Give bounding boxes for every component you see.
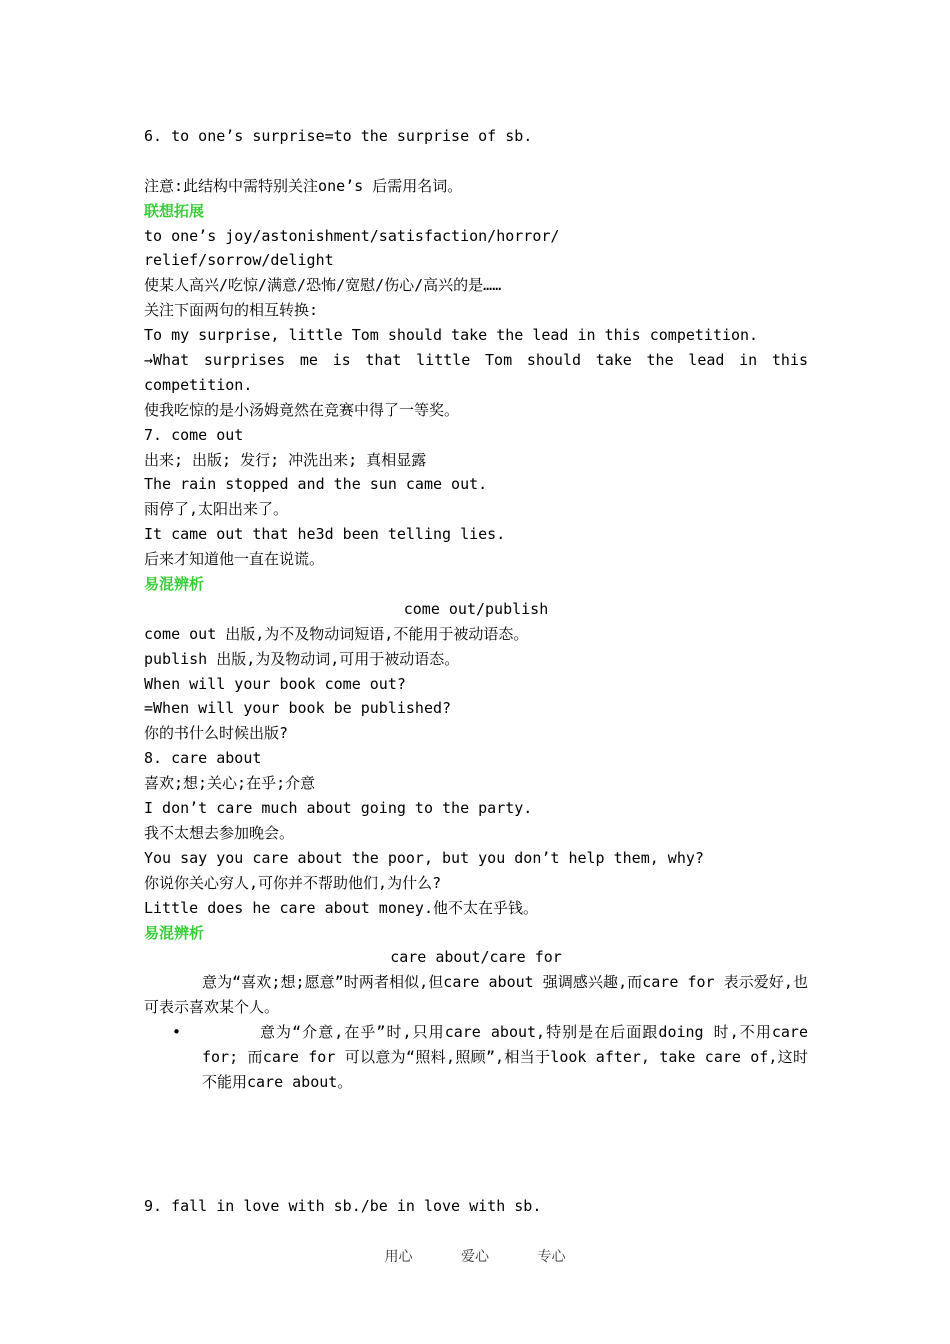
- text-line: to one’s joy/astonishment/satisfaction/horror/: [144, 226, 560, 245]
- paragraph: 意为“喜欢;想;愿意”时两者相似,但care about 强调感兴趣,而care for 表示爱好,也可表示喜欢某个人。: [144, 973, 808, 1017]
- bullet-text: 意为“介意,在乎”时,只用care about,特别是在后面跟doing 时,不用care for; 而care for 可以意为“照料,照顾”,相当于look after, take care of,这时不能用care about。: [202, 1023, 808, 1091]
- text-line: publish 出版,为及物动词,可用于被动语态。: [144, 649, 460, 668]
- bullet-icon: •: [172, 1023, 182, 1042]
- example-sentence: competition.: [144, 375, 253, 394]
- example-sentence: Little does he care about money.他不太在乎钱。: [144, 898, 538, 917]
- bullet-item: [144, 1020, 808, 1095]
- example-sentence: You say you care about the poor, but you don’t help them, why?: [144, 848, 704, 867]
- example-sentence: It came out that he3d been telling lies.: [144, 525, 506, 544]
- footer-text: 用心: [384, 1249, 413, 1265]
- item-8-heading: 8. care about: [144, 749, 262, 768]
- item-7-heading: 7. come out: [144, 425, 244, 444]
- example-sentence: =When will your book be published?: [144, 699, 452, 718]
- translation: 后来才知道他一直在说谎。: [144, 550, 325, 569]
- definition: 喜欢;想;关心;在乎;介意: [144, 774, 316, 793]
- section-label-confusion: 易混辨析: [144, 923, 205, 942]
- example-sentence: The rain stopped and the sun came out.: [144, 475, 488, 494]
- section-label-extension: 联想拓展: [144, 201, 205, 220]
- example-sentence: To my surprise, little Tom should take the lead in this competition.: [144, 326, 759, 345]
- comparison-title: care about/care for: [390, 948, 562, 967]
- text-line: relief/sorrow/delight: [144, 251, 334, 270]
- example-sentence: I don’t care much about going to the party.: [144, 799, 533, 818]
- comparison-title: come out/publish: [403, 599, 549, 618]
- definition: 出来; 出版; 发行; 冲洗出来; 真相显露: [144, 450, 427, 469]
- text-line: come out 出版,为不及物动词短语,不能用于被动语态。: [144, 624, 529, 643]
- item-9-heading: 9. fall in love with sb./be in love with sb.: [144, 1197, 542, 1216]
- translation: 使我吃惊的是小汤姆竟然在竞赛中得了一等奖。: [144, 400, 460, 419]
- section-label-confusion: 易混辨析: [144, 575, 205, 594]
- translation: 你的书什么时候出版?: [144, 724, 289, 743]
- example-sentence: →What surprises me is that little Tom should take the lead in this: [144, 351, 808, 370]
- text-line: 使某人高兴/吃惊/满意/恐怖/宽慰/伤心/高兴的是……: [144, 276, 502, 295]
- bullet-item: [144, 1120, 808, 1145]
- bullet-item: [144, 149, 808, 174]
- translation: 雨停了,太阳出来了。: [144, 500, 289, 519]
- footer-text: 专心: [537, 1249, 566, 1265]
- translation: 我不太想去参加晚会。: [144, 823, 295, 842]
- example-sentence: When will your book come out?: [144, 674, 406, 693]
- document-body: [144, 124, 808, 1219]
- item-6-heading: 6. to one’s surprise=to the surprise of sb.: [144, 127, 533, 145]
- translation: 你说你关心穷人,可你并不帮助他们,为什么?: [144, 873, 442, 892]
- page-footer: [0, 1246, 950, 1266]
- bullet-item: [144, 1169, 808, 1194]
- bullet-item: [144, 1095, 808, 1120]
- bullet-item: [144, 1145, 808, 1170]
- footer-text: 爱心: [461, 1249, 489, 1265]
- note-line: 注意:此结构中需特别关注one’s 后需用名词。: [144, 176, 463, 195]
- text-line: 关注下面两句的相互转换:: [144, 301, 319, 320]
